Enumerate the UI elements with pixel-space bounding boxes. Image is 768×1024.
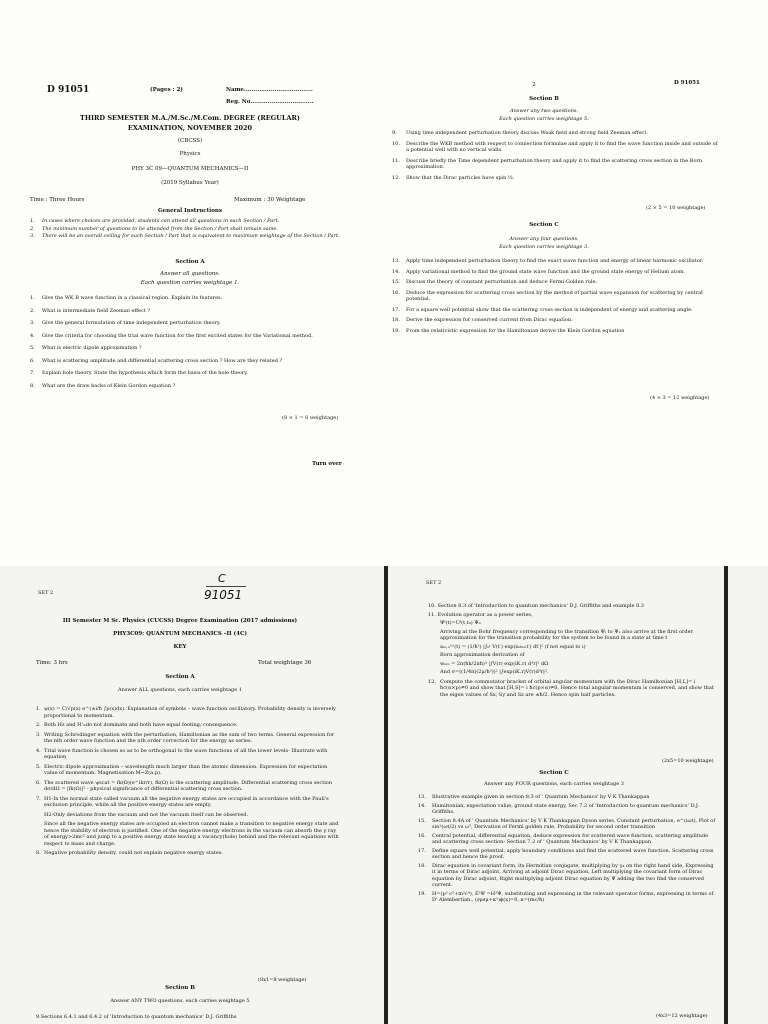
key-section-a-instruction: Answer ALL questions, each carries weightage 1 <box>118 687 242 693</box>
key-total: Total weightage 36 <box>258 660 312 666</box>
section-a-title: Section A <box>175 259 205 265</box>
equation: wₘₙ = 2π(ħk/2πħ)³ |∫V(r) exp(iK.r) d³r|² dΩ <box>440 660 549 667</box>
section-b-instruction-1: Answer any two questions. <box>509 108 579 114</box>
question-item: 19. From the relativistic expression for the Hamiltonian derive the Klein Gordon equation <box>392 327 625 334</box>
key-section-b-answers <box>428 603 714 698</box>
question-item: 3. Give the general formulation of time independent perturbation theory. <box>30 320 221 326</box>
section-c-instruction-1: Answer any four questions. <box>509 236 579 242</box>
name-line: Name.................................... <box>226 87 313 93</box>
answer-item: 7. H1-In the normal state called vacuum all the negative energy states are occupied in accordance with the Pauli's exclusion principle, while all the positive energy states are empty. <box>36 795 329 808</box>
page-count: (Pages : 2) <box>150 87 183 93</box>
key-label: KEY <box>173 644 187 650</box>
key-section-a-answers <box>36 706 340 857</box>
answer-item: 11. Evolution operator as a power series, <box>428 611 533 618</box>
equation: aₘ,ₙ⁽¹⁾(t) = (1/ħ²) |∫₀ᵗ V(t′) exp(iωₘₙt′) dt′|² (f not equal to i) <box>440 643 586 650</box>
answer-paragraph: Arriving at the Bohr frequency corresponding to the transition Ψᵢ to Ψₓ also arrive at the first order approximation for the transition probability for the system to be found in a state at time t <box>440 628 693 641</box>
key-section-a-weightage: (8x1=8 weightage) <box>258 977 307 983</box>
exam-max: Maximum : 30 Weightage <box>234 197 306 203</box>
instructions-title: General Instructions <box>157 208 222 214</box>
answer-item: 4. Trial wave function is chosen so as to be orthogonal to the wave functions of all the lower levels- Illustrate with equation <box>36 747 328 760</box>
question-item: 8. What are the draw backs of Klein Gordon equation ? <box>30 382 176 389</box>
answer-paragraph: Since all the negative energy states are occupied an electron cannot make a transition to negative energy state and hence the stability of electron is justified. One of the negative energy electrons in the vacuum can absorb the γ ray of energy>2mc² and jump to a positive energy state leaving a vacancy(hole) behind and the relevant equations with respect to mass and charge. <box>44 821 339 847</box>
equation: Ψᴵ(t)=Uᴵ(t,t₀) Ψ₀ <box>440 620 481 626</box>
question-item: 11. Describe briefly the Time dependent perturbation theory and apply it to find the scattering cross section in the Born approximation. <box>392 157 703 170</box>
turn-over: Turn over <box>312 461 342 467</box>
exam-code: D 91051 <box>674 80 700 86</box>
exam-page-2 <box>384 0 768 560</box>
key-section-c-answers <box>418 794 716 904</box>
section-a-instruction-2: Each question carries weightage 1. <box>140 280 240 286</box>
exam-title-2: EXAMINATION, NOVEMBER 2020 <box>127 124 253 132</box>
set-label: SET 2 <box>38 590 54 596</box>
exam-time: Time : Three Hours <box>30 197 85 203</box>
instruction-item: 2. The minimum number of questions to be attended from the Section / Part shall remain same. <box>30 225 278 232</box>
key-paper: PHY3C09: QUANTUM MECHANICS –II (4C) <box>113 631 247 637</box>
question-item: 4. Give the criteria for choosing the trial wave function for the first excited states for the Variational method. <box>30 332 313 339</box>
question-item: 14. Apply variational method to find the ground state wave function and the ground state energy of Helium atom. <box>392 268 686 275</box>
question-item: 18. Derive the expression for conserved current from Dirac equation. <box>392 317 573 323</box>
answer-paragraph: H2-Only deviations from the vacuum and not the vacuum itself can be observed. <box>44 811 249 818</box>
answer-item: 1. ψ(x) = C/√p(x) e^(±i/ħ ∫p(x)dx). Explanation of symbols – wave function oscillatory. Probability density is inversely proportional to momentum. <box>36 706 336 719</box>
section-b-weightage: (2 × 5 = 10 weightage) <box>646 205 706 211</box>
question-item: 2. What is intermediate field Zeeman effect ? <box>30 307 151 314</box>
exam-subject: Physics <box>179 151 201 157</box>
answer-item: 2. Both Hz and H'ₘdo not dominate and both have equal footing, consequence. <box>36 722 238 728</box>
question-item: 6. What is scattering amplitude and differential scattering cross section ? How are they related ? <box>30 357 283 364</box>
section-b-questions <box>392 130 718 181</box>
key-section-b-instruction: Answer ANY TWO questions, each carries weightage 5 <box>110 998 250 1004</box>
key-section-a-title: Section A <box>165 674 195 680</box>
section-b-title: Section B <box>529 96 559 102</box>
section-c-instruction-2: Each question carries weightage 3. <box>499 244 589 250</box>
key-section-b-title: Section B <box>165 985 195 991</box>
answer-item: 8. Negative probability density, could not explain negative energy states. <box>36 850 223 856</box>
exam-title-1: THIRD SEMESTER M.A./M.Sc./M.Com. DEGREE (REGULAR) <box>80 114 300 122</box>
reg-line: Reg. No................................. <box>226 99 314 105</box>
question-item: 13. Apply time independent perturbation theory to find the exact wave function and energy of linear harmonic oscillator. <box>392 258 704 264</box>
section-a-weightage: (8 × 1 = 8 weightage) <box>282 415 339 421</box>
answer-item: 14. Hamiltonian, expectation value, ground state energy, Sec 7.2 of 'Introduction to quantum mechanics' D.J. Griffiths. <box>418 802 700 815</box>
key-title: III Semester M Sc. Physics (CUCSS) Degree Examination (2017 admissions) <box>62 618 298 624</box>
key-answer-9: 9.Sections 6.4.1 and 6.4.2 of 'Introduction to quantum mechanics' D.J. Griffiths <box>36 1014 237 1020</box>
question-item: 7. Explain hole theory. State the hypothesis which form the basis of the hole theory. <box>30 370 248 376</box>
answer-key-page-2 <box>384 566 768 1024</box>
handwritten-rule <box>206 586 246 587</box>
answer-item: 6. The scattered wave ψscat = fk(Ω)(e^ikr/r), fk(Ω) is the scattering amplitude. Differential scattering cross section dσ/dΩ = |fk(Ω)|² - physical significance of differential scattering cross section. <box>36 779 333 792</box>
section-a-questions <box>30 295 348 389</box>
question-item: 17. For a square well potential show that the scattering cross section is independent of energy and scattering angle. <box>392 306 693 313</box>
answer-item: 3. Writing Schrodinger equation with the perturbation, Hamiltonian as the sum of two terms. General expression for the nth order wave function and the nth order correction for the energy as series. <box>36 731 335 744</box>
answer-item: 19. H=(p² c²+m²c⁴), E²Ψ =H²Ψ, substituting and expressing in the relevant operator forms, expressing in terms of D' Alembertian., (∂μ∂μ+κ²)ϕ(x)=0, κ=(mc/ħ) <box>418 890 714 903</box>
section-c-weightage: (4 × 3 = 12 weightage) <box>650 395 710 401</box>
answer-key-page-1 <box>0 566 384 1024</box>
key-section-b-weightage: (2x5=10 weightage) <box>662 758 714 764</box>
instruction-item: 3. There will be an overall ceiling for each Section / Part that is equivalent to maximum weightage of the Section / Part. <box>30 233 340 239</box>
answer-item: 5. Electric dipole approximation – wavelength much larger than the atomic dimension. Expression for expectation value of momentum. Magnetisation M~Z(a.p). <box>36 763 328 776</box>
question-item: 16. Deduce the expression for scattering cross section by the method of partial wave expansion for scattering by central potential. <box>392 289 703 302</box>
question-item: 10. Describe the WKB method with respect to connection formulae and apply it to find the wave function inside and outside of a potential well with no vertical walls. <box>392 140 718 153</box>
question-item: 15. Discuss the theory of constant perturbation and deduce Fermi-Golden rule. <box>392 279 598 285</box>
answer-item: 15. Section 8.4A of ' Quantum Mechanics' by V K Thankappan Dyson series, Constant perturbation, e^(iωt), Plot of sin²(ωt/2) vs ω², Derivation of Fermi golden rule, Probability for second order transition <box>418 817 716 830</box>
section-c-title: Section C <box>529 222 559 228</box>
scan-shadow-right <box>724 566 728 1024</box>
answer-item: 17. Define square well potential, apply boundary conditions and find the scattered wave function. Scattering cross section and hence the proof. <box>418 847 714 860</box>
key-section-c-weightage: (4x3=12 weightage) <box>656 1013 708 1019</box>
answer-item: 18. Dirac equation in covariant form, its Hermitian conjugate, multiplying by γ₄ on the right hand side, Expressing it in terms of Dirac adjoint, Arriving at adjoint Dirac equation, Left multiplying the covariant form of Dirac equation by Dirac adjoint, Right multiplying adjoint Dirac equation by Ψ adding the two find the conserved current. <box>418 862 714 888</box>
set-label: SET 2 <box>426 580 442 586</box>
key-section-c-title: Section C <box>539 770 569 776</box>
question-item: 9. Using time independent perturbation theory discuss Weak field and strong field Zeeman effect. <box>392 130 648 136</box>
section-a-instruction-1: Answer all questions. <box>160 271 220 277</box>
question-item: 5. What is electric dipole approximation ? <box>30 345 142 351</box>
equation: And σ=((1/4π)(2μ/ħ²))² |∫exp(iK.r)V(r)d³r|². <box>440 669 549 675</box>
answer-paragraph: Born approximation derivation of <box>440 652 525 658</box>
answer-item: 12. Compute the commutator bracket of orbital angular momentum with the Dirac Hamiltonian [H,L]= i ħc(α×p)≠0 and show that [H,S]= i ħc(p×α)≠0, Hence total angular momentum is conserved, and show that the eigen values of Sx, Sy and Sz are ±ħ/2. Hence spin half particles. <box>428 678 714 698</box>
answer-item: 13. Illustrative example given in section 8.3 of ' Quantum Mechanics' by V K Thankappan <box>418 794 650 800</box>
instruction-item: 1. In cases where choices are provided, students can attend all questions in each Section / Part. <box>30 218 280 224</box>
page-number: 2 <box>532 82 536 88</box>
exam-paper: PHY 3C 09—QUANTUM MECHANICS—II <box>131 166 249 172</box>
exam-scheme: (CBCSS) <box>177 138 203 144</box>
answer-item: 10. Section 8.3 of 'Introduction to quantum mechanics' D.J. Griffiths and example 8.3 <box>428 603 644 609</box>
key-section-c-instruction: Answer any FOUR questions, each carries weightage 3 <box>484 781 624 787</box>
scan-shadow-left <box>384 566 388 1024</box>
exam-page-1 <box>0 0 384 560</box>
section-c-questions <box>392 258 718 334</box>
question-item: 12. Show that the Dirac particles have spin ½. <box>392 174 515 181</box>
exam-syllabus: (2019 Syllabus Year) <box>161 180 219 186</box>
instructions-list <box>30 218 348 240</box>
exam-code: D 91051 <box>47 85 90 95</box>
handwritten-code: 91051 <box>204 588 243 602</box>
answer-item: 16. Central potential, differential equation, deduce expression for scattered wave function, scattering amplitude and scattering cross section- Section 7.2 of ' Quantum Mechanics' by V K Thankappan <box>418 832 709 845</box>
question-item: 1. Give the WK B wave function in a classical region. Explain its features. <box>30 295 223 301</box>
section-b-instruction-2: Each question carries weightage 5. <box>499 116 589 122</box>
key-time: Time: 3 hrs <box>36 660 68 666</box>
handwritten-mark: C <box>218 572 226 585</box>
